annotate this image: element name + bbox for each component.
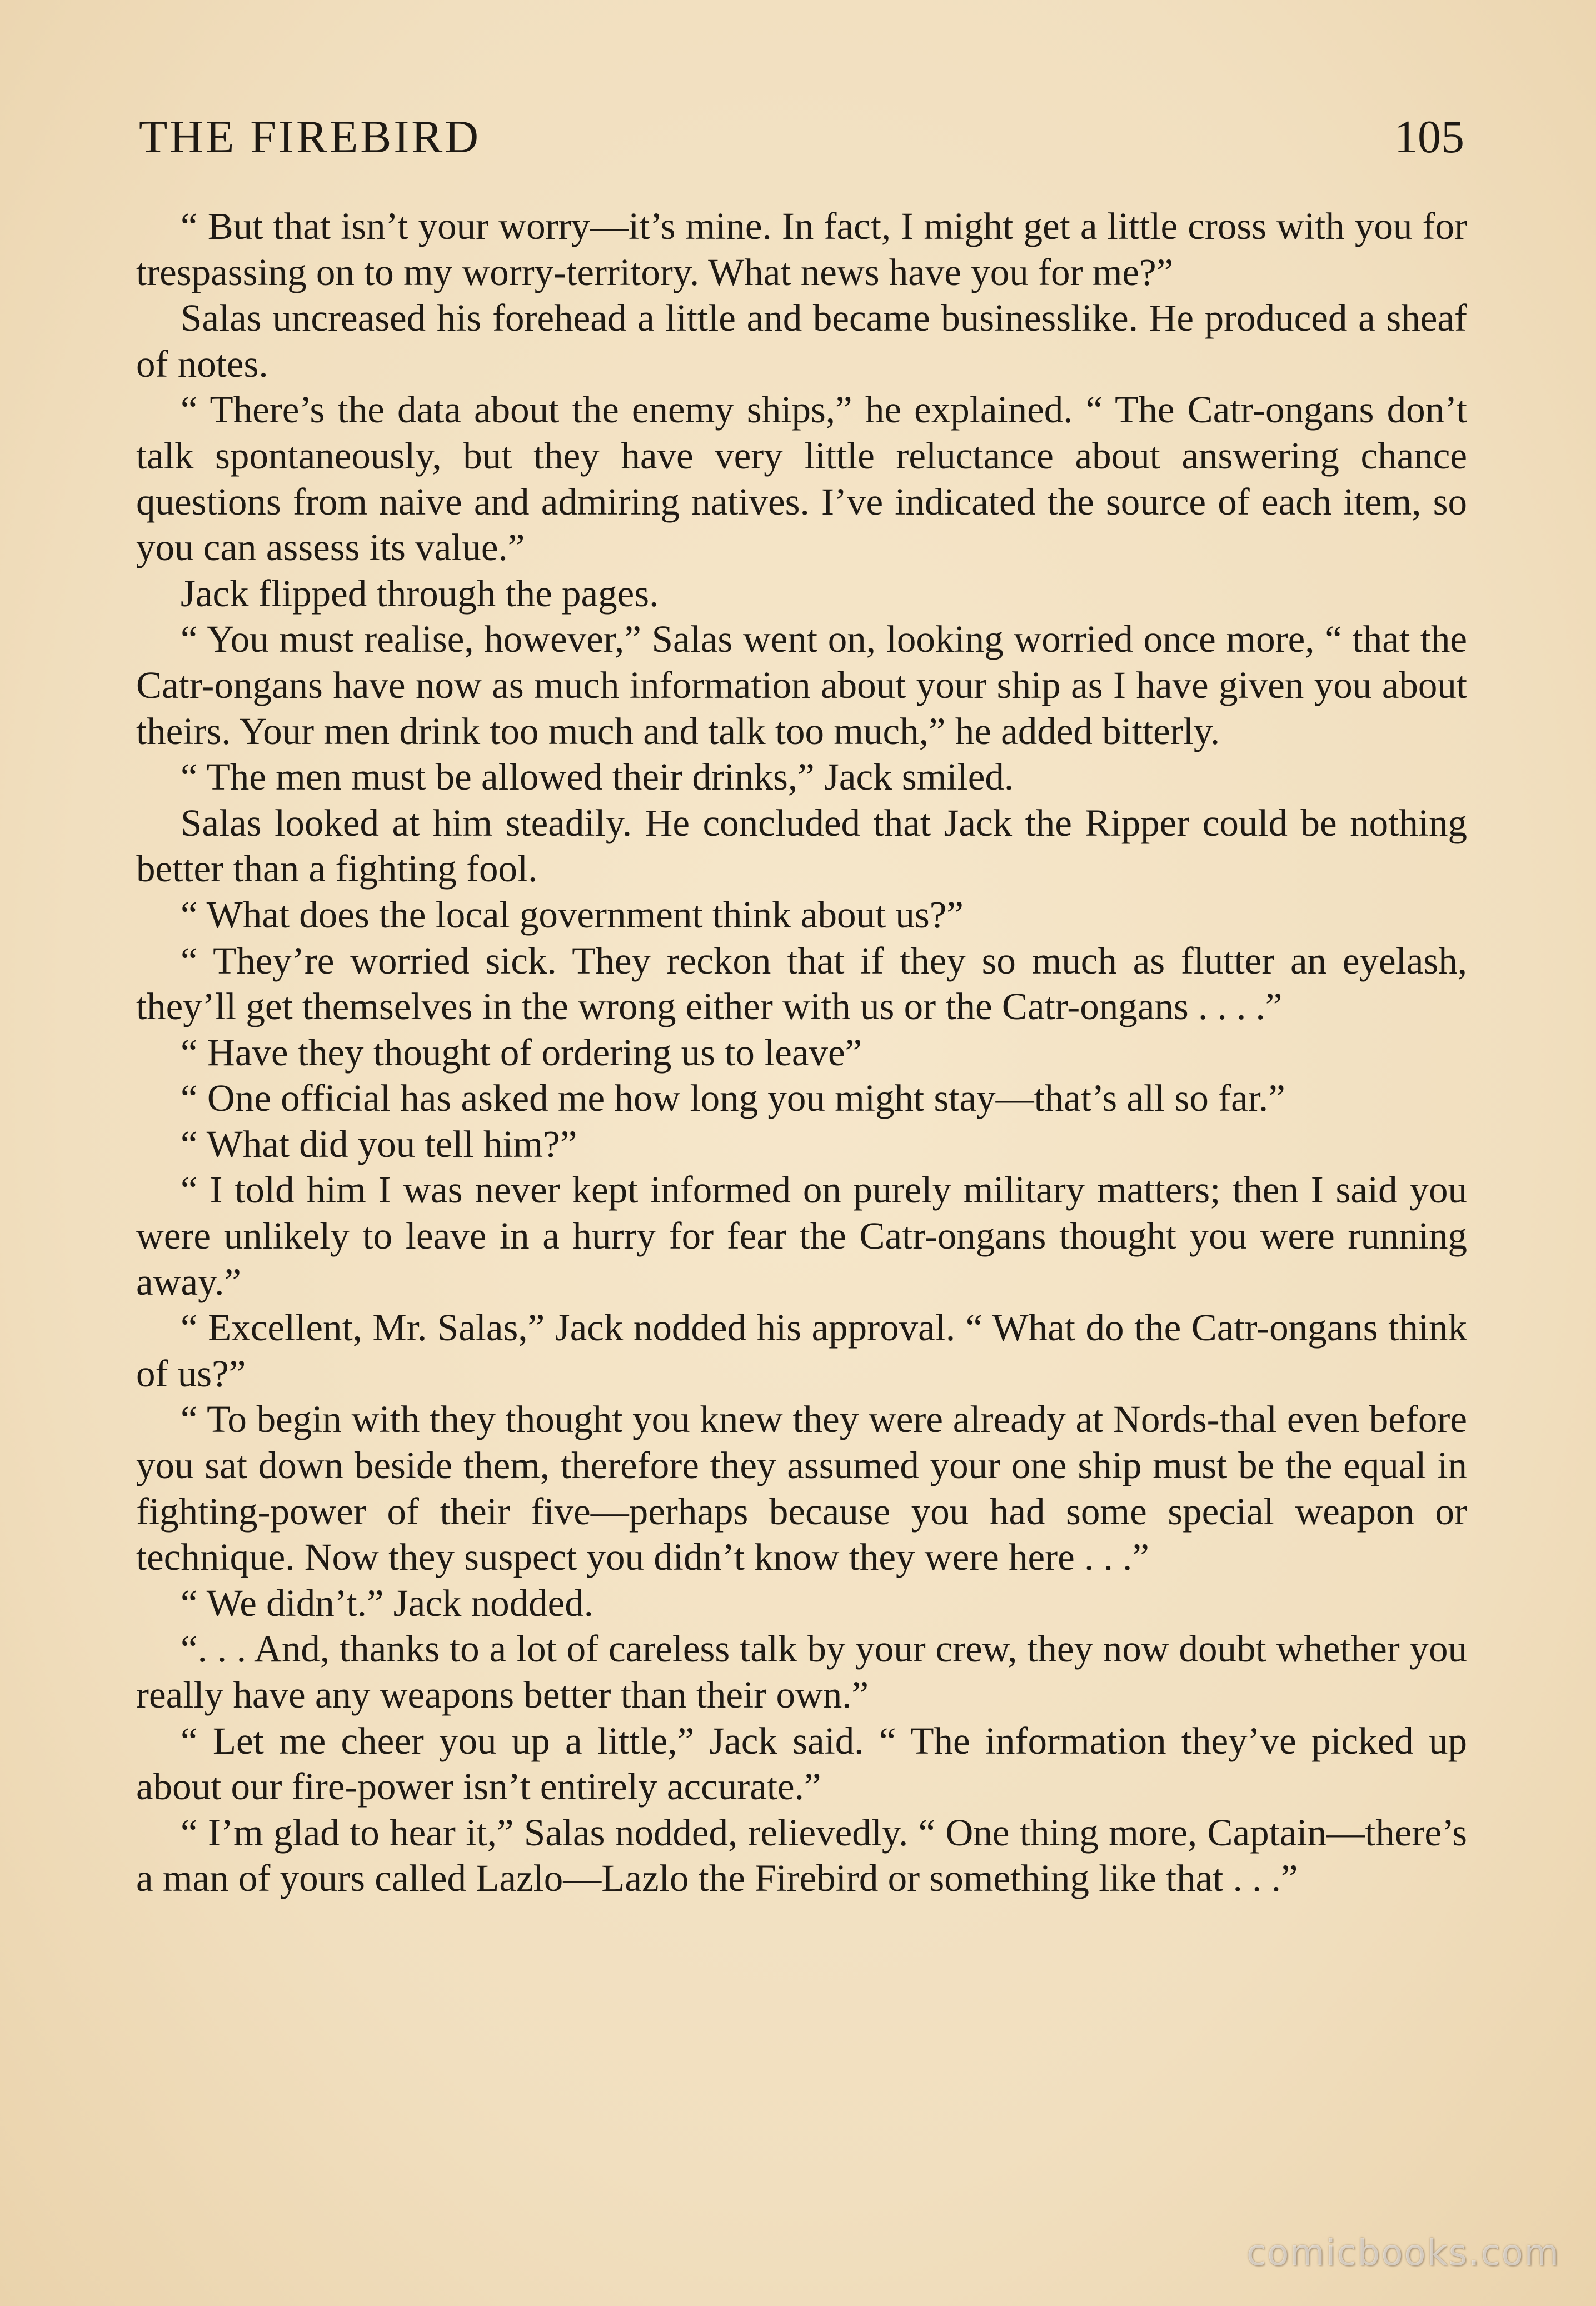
- paragraph: Salas looked at him steadily. He concluded that Jack the Ripper could be nothing better than a fighting fool.: [136, 801, 1467, 890]
- paragraph: “ One official has asked me how long you might stay—that’s all so far.”: [181, 1077, 1285, 1120]
- paragraph: “ What did you tell him?”: [181, 1122, 577, 1165]
- page-number: 105: [1394, 111, 1464, 163]
- paragraph: “ I’m glad to hear it,” Salas nodded, relievedly. “ One thing more, Captain—there’s a man of yours called Lazlo—Lazlo the Firebird or something like that . . .”: [136, 1811, 1467, 1900]
- paragraph: “. . . And, thanks to a lot of careless talk by your crew, they now doubt whether you really have any weapons better than their own.”: [136, 1628, 1467, 1716]
- watermark: comicbooks.com: [1246, 2233, 1560, 2274]
- paragraph: “ There’s the data about the enemy ships,” he explained. “ The Catr-ongans don’t talk spontaneously, but they have very little reluctance about answering chance questions from naive and admiring natives. I’ve indicated the source of each item, so you can assess its value.”: [136, 388, 1467, 569]
- paragraph: “ To begin with they thought you knew they were already at Nords-thal even before you sat down beside them, therefore they assumed your one ship must be the equal in fighting-power of their five—perhaps because you had some special weapon or technique. Now they suspect you didn’t know they were here . . .”: [136, 1398, 1467, 1579]
- paragraph: “ They’re worried sick. They reckon that if they so much as flutter an eyelash, they’ll get themselves in the wrong either with us or the Catr-ongans . . . .”: [136, 939, 1467, 1028]
- paragraph: “ But that isn’t your worry—it’s mine. In fact, I might get a little cross with you for trespassing on to my worry-territory. What news have you for me?”: [136, 205, 1467, 293]
- paragraph: “ We didn’t.” Jack nodded.: [181, 1581, 594, 1624]
- paragraph: “ The men must be allowed their drinks,” Jack smiled.: [181, 756, 1014, 798]
- body-text: [136, 203, 1467, 1901]
- paragraph: Salas uncreased his forehead a little and became businesslike. He produced a sheaf of notes.: [136, 297, 1467, 385]
- paragraph: “ I told him I was never kept informed on purely military matters; then I said you were unlikely to leave in a hurry for fear the Catr-ongans thought you were running away.”: [136, 1169, 1467, 1303]
- paragraph: “ You must realise, however,” Salas went on, looking worried once more, “ that the Catr-ongans have now as much information about your ship as I have given you about theirs. Your men drink too much and talk too much,” he added bitterly.: [136, 618, 1467, 752]
- paragraph: “ Have they thought of ordering us to leave”: [181, 1031, 862, 1074]
- paragraph: “ Let me cheer you up a little,” Jack said. “ The information they’ve picked up about our fire-power isn’t entirely accurate.”: [136, 1719, 1467, 1808]
- paragraph: Jack flipped through the pages.: [181, 572, 659, 615]
- paragraph: “ What does the local government think about us?”: [181, 893, 964, 936]
- running-head: [139, 107, 1464, 168]
- paragraph: “ Excellent, Mr. Salas,” Jack nodded his approval. “ What do the Catr-ongans think of us?”: [136, 1306, 1467, 1395]
- book-title: THE FIREBIRD: [139, 111, 481, 163]
